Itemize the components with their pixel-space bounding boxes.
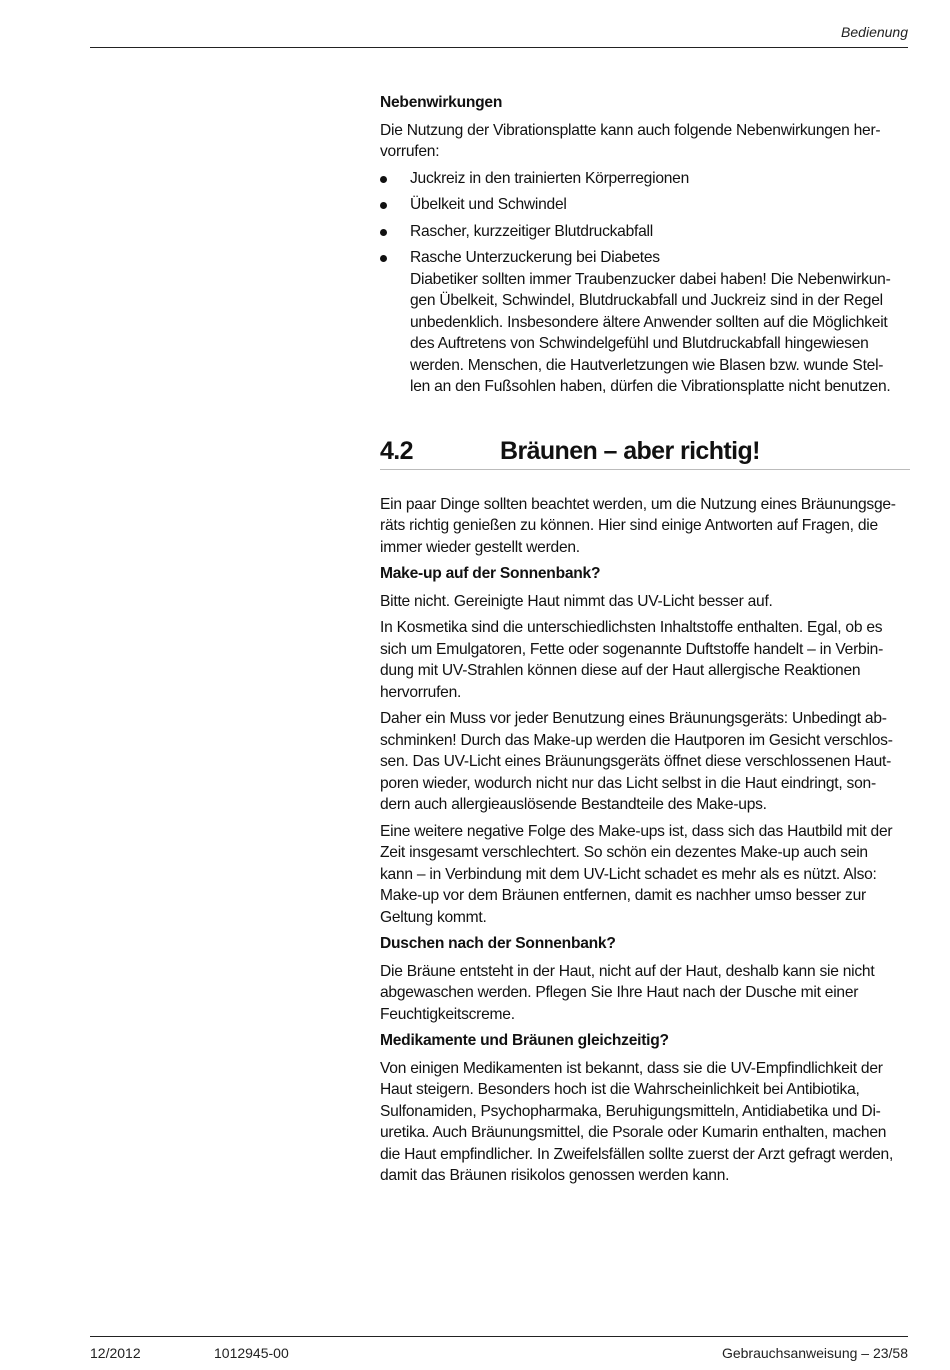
- shower-heading: Duschen nach der Sonnenbank?: [380, 935, 616, 952]
- section-title: Bräunen – aber richtig!: [500, 436, 760, 465]
- side-effect-item: [380, 194, 910, 216]
- side-effects-heading: Nebenwirkungen: [380, 94, 503, 111]
- footer-page-number: Gebrauchsanweisung – 23/58: [721, 1345, 908, 1361]
- footer-rule: [90, 1336, 908, 1337]
- bullet-icon: [380, 229, 387, 236]
- diabetes-note: Diabetiker sollten immer Traubenzucker dabei haben! Die Nebenwirkun- gen Übelkeit, Schwindel, Blutdruckabfall und Juckreiz sind in der Regel unbedenklich. Insbesondere ältere Anwender sollten auf die Möglichkeit des Auftretens von Schwindelgefühl und Blutdruckabfall hingewiesen werden. Menschen, die Hautverletzungen wie Blasen bzw. wunde Stel- len an den Fußsohlen haben, dürfen die Vibrationsplatte nicht benutzen.: [410, 270, 891, 395]
- side-effect-text: Juckreiz in den trainierten Körperregionen: [410, 169, 690, 187]
- section-intro: Ein paar Dinge sollten beachtet werden, um die Nutzung eines Bräunungsge- räts richtig genießen zu können. Hier sind einige Antworten auf Fragen, die immer wieder gestellt werden.: [380, 495, 896, 556]
- side-effect-text: Rasche Unterzuckerung bei Diabetes: [410, 249, 660, 266]
- bullet-icon: [380, 202, 387, 209]
- side-effects-intro: Die Nutzung der Vibrationsplatte kann auch folgende Nebenwirkungen her- vorrufen:: [380, 121, 881, 160]
- side-effect-item: [380, 168, 910, 190]
- makeup-paragraph-2: In Kosmetika sind die unterschiedlichsten Inhaltstoffe enthalten. Egal, ob es sich um Emulgatoren, Fette oder sogenannte Duftstoffe handelt – in Verbin- dung mit UV-Strahlen können diese auf der Haut allergische Reaktionen hervorrufen.: [380, 619, 884, 701]
- makeup-heading: Make-up auf der Sonnenbank?: [380, 565, 601, 582]
- section-spacer: [380, 470, 910, 494]
- running-header: Bedienung: [841, 24, 908, 40]
- medication-paragraph: Von einigen Medikamenten ist bekannt, dass sie die UV-Empfindlichkeit der Haut steigern. Besonders hoch ist die Wahrscheinlichkeit bei Antibiotika, Sulfonamiden, Psychopharmaka, Beruhigungsmitteln, Antidiabetika und Di- uretika. Auch Bräunungsmittel, die Psorale oder Kumarin enthalten, machen die Haut empfindlicher. In Zweifelsfällen sollte zuerst der Arzt gefragt werden, damit das Bräunen risikolos genossen werden kann.: [380, 1059, 894, 1184]
- makeup-paragraph-1: Bitte nicht. Gereinigte Haut nimmt das UV-Licht besser auf.: [380, 592, 773, 610]
- makeup-paragraph-4: Eine weitere negative Folge des Make-ups ist, dass sich das Hautbild mit der Zeit insgesamt verschlechtert. So schön ein dezentes Make-up auch sein kann – in Verbindung mit dem UV-Licht schadet es mehr als es nützt. Also: Make-up vor dem Bräunen entfernen, damit es nachher umso besser zur Geltung kommt.: [380, 822, 893, 926]
- bullet-icon: [380, 176, 387, 183]
- footer-document-code: 1012945-00: [214, 1345, 289, 1361]
- footer-date: 12/2012: [90, 1345, 141, 1361]
- side-effect-item: [380, 221, 910, 243]
- makeup-paragraph-3: Daher ein Muss vor jeder Benutzung eines Bräunungsgeräts: Unbedingt ab- schminken! Durch das Make-up werden die Hautporen im Gesicht verschlos- sen. Das UV-Licht eines Bräunungsgeräts öffnet diese verschlossenen Haut- poren wieder, wodurch nicht nur das Licht selbst in die Haut eindringt, son- dern auch allergieauslösende Bestandteile des Make-ups.: [380, 710, 893, 813]
- main-content: [380, 92, 910, 1192]
- side-effects-list: [380, 168, 910, 398]
- bullet-icon: [380, 255, 387, 262]
- section-number: 4.2: [380, 436, 413, 465]
- side-effect-item: [380, 247, 910, 398]
- side-effect-text: Übelkeit und Schwindel: [410, 196, 567, 213]
- side-effect-text: Rascher, kurzzeitiger Blutdruckabfall: [410, 222, 653, 240]
- shower-paragraph: Die Bräune entsteht in der Haut, nicht auf der Haut, deshalb kann sie nicht abgewaschen werden. Pflegen Sie Ihre Haut nach der Dusche mit einer Feuchtigkeitscreme.: [380, 962, 875, 1023]
- medication-heading: Medikamente und Bräunen gleichzeitig?: [380, 1032, 669, 1049]
- header-rule: [90, 47, 908, 48]
- section-heading: [380, 434, 910, 470]
